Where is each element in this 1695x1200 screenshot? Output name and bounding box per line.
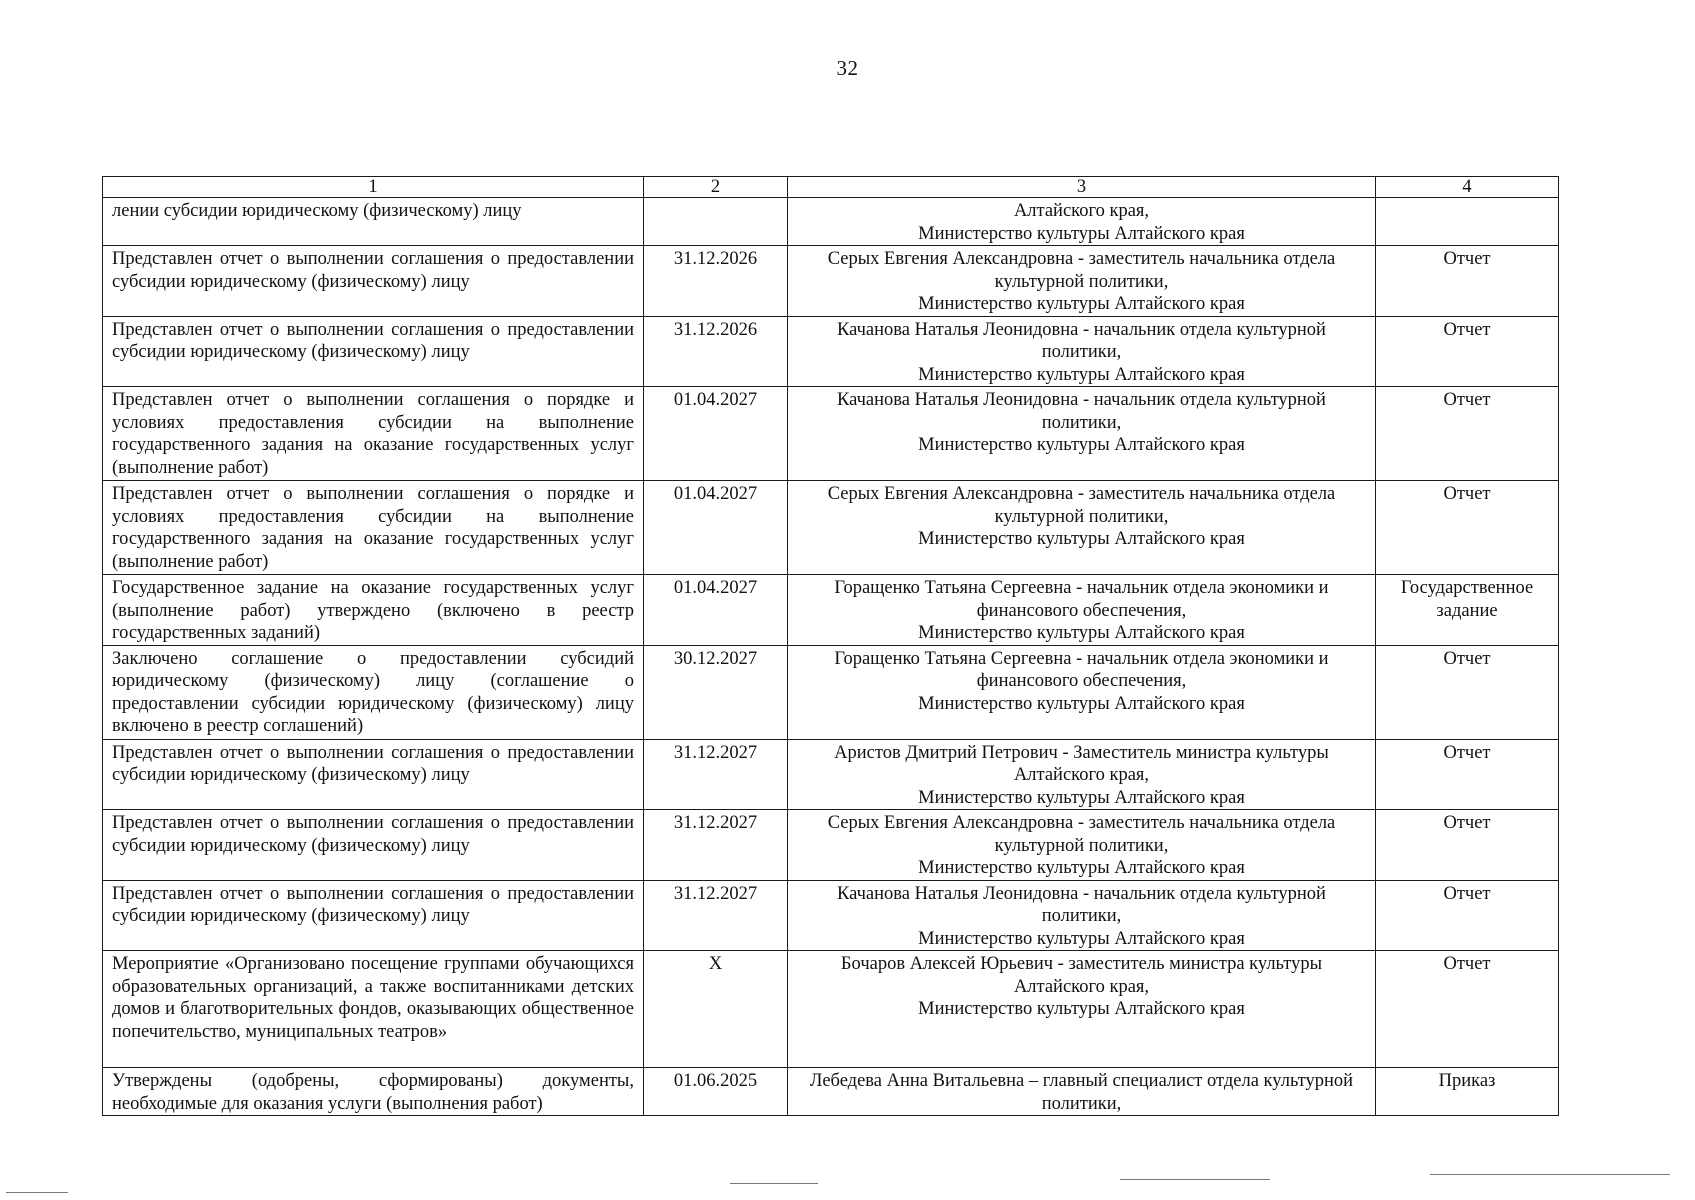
responsible-cell: Качанова Наталья Леонидовна - начальник отдела культурной политики, Министерство культуры Алтайского края — [788, 880, 1376, 951]
scan-artifact-line — [730, 1183, 818, 1184]
table-header-row — [103, 177, 1559, 198]
date-cell — [644, 198, 788, 246]
date-cell: 01.06.2025 — [644, 1068, 788, 1116]
responsible-cell: Серых Евгения Александровна - заместитель начальника отдела культурной политики, Министерство культуры Алтайского края — [788, 246, 1376, 317]
event-cell: Представлен отчет о выполнении соглашения о предоставлении субсидии юридическому (физическому) лицу — [103, 880, 644, 951]
event-cell: Представлен отчет о выполнении соглашения о предоставлении субсидии юридическому (физическому) лицу — [103, 316, 644, 387]
responsible-cell: Качанова Наталья Леонидовна - начальник отдела культурной политики, Министерство культуры Алтайского края — [788, 387, 1376, 481]
table-row — [103, 880, 1559, 951]
document-type-cell: Отчет — [1376, 316, 1559, 387]
event-cell: Представлен отчет о выполнении соглашения о предоставлении субсидии юридическому (физическому) лицу — [103, 246, 644, 317]
document-type-cell: Отчет — [1376, 810, 1559, 881]
date-cell: 01.04.2027 — [644, 387, 788, 481]
document-type-cell: Приказ — [1376, 1068, 1559, 1116]
event-cell: Представлен отчет о выполнении соглашения о порядке и условиях предоставления субсидии на выполнение государственного задания на оказание государственных услуг (выполнение работ) — [103, 481, 644, 575]
responsible-cell: Горащенко Татьяна Сергеевна - начальник отдела экономики и финансового обеспечения, Министерство культуры Алтайского края — [788, 645, 1376, 739]
page-number: 32 — [836, 56, 859, 80]
event-cell: Представлен отчет о выполнении соглашения о предоставлении субсидии юридическому (физическому) лицу — [103, 739, 644, 810]
responsible-cell: Качанова Наталья Леонидовна - начальник отдела культурной политики, Министерство культуры Алтайского края — [788, 316, 1376, 387]
column-header-1: 1 — [103, 177, 644, 198]
column-header-3: 3 — [788, 177, 1376, 198]
scan-artifact-line — [1120, 1179, 1270, 1180]
table-row — [103, 810, 1559, 881]
document-type-cell: Отчет — [1376, 951, 1559, 1068]
responsible-cell: Алтайского края, Министерство культуры Алтайского края — [788, 198, 1376, 246]
document-type-cell: Отчет — [1376, 880, 1559, 951]
date-cell: 31.12.2027 — [644, 810, 788, 881]
date-cell: 30.12.2027 — [644, 645, 788, 739]
responsible-cell: Бочаров Алексей Юрьевич - заместитель министра культуры Алтайского края, Министерство культуры Алтайского края — [788, 951, 1376, 1068]
table-row — [103, 739, 1559, 810]
scan-artifact-line — [6, 1192, 68, 1193]
document-type-cell: Отчет — [1376, 481, 1559, 575]
event-cell: лении субсидии юридическому (физическому) лицу — [103, 198, 644, 246]
table-row — [103, 316, 1559, 387]
event-cell: Представлен отчет о выполнении соглашения о порядке и условиях предоставления субсидии на выполнение государственного задания на оказание государственных услуг (выполнение работ) — [103, 387, 644, 481]
date-cell: X — [644, 951, 788, 1068]
document-type-cell: Отчет — [1376, 739, 1559, 810]
event-cell: Государственное задание на оказание государственных услуг (выполнение работ) утверждено (включено в реестр государственных заданий) — [103, 575, 644, 646]
event-cell: Представлен отчет о выполнении соглашения о предоставлении субсидии юридическому (физическому) лицу — [103, 810, 644, 881]
table-row — [103, 575, 1559, 646]
event-cell: Заключено соглашение о предоставлении субсидий юридическому (физическому) лицу (соглашение о предоставлении субсидии юридическому (физическому) лицу включено в реестр соглашений) — [103, 645, 644, 739]
table-row — [103, 645, 1559, 739]
event-cell: Мероприятие «Организовано посещение группами обучающихся образовательных организаций, а также воспитанниками детских домов и благотворительных фондов, оказывающих общественное попечительство, муниципальных театров» — [103, 951, 644, 1068]
document-type-cell: Отчет — [1376, 246, 1559, 317]
column-header-4: 4 — [1376, 177, 1559, 198]
document-type-cell: Отчет — [1376, 645, 1559, 739]
document-type-cell: Отчет — [1376, 387, 1559, 481]
date-cell: 31.12.2027 — [644, 739, 788, 810]
responsible-cell: Лебедева Анна Витальевна – главный специалист отдела культурной политики, — [788, 1068, 1376, 1116]
document-type-cell — [1376, 198, 1559, 246]
table-row — [103, 481, 1559, 575]
date-cell: 31.12.2026 — [644, 246, 788, 317]
responsible-cell: Горащенко Татьяна Сергеевна - начальник отдела экономики и финансового обеспечения, Министерство культуры Алтайского края — [788, 575, 1376, 646]
table-row — [103, 951, 1559, 1068]
table-row — [103, 387, 1559, 481]
responsible-cell: Серых Евгения Александровна - заместитель начальника отдела культурной политики, Министерство культуры Алтайского края — [788, 481, 1376, 575]
date-cell: 01.04.2027 — [644, 481, 788, 575]
scan-artifact-line — [1430, 1174, 1670, 1175]
column-header-2: 2 — [644, 177, 788, 198]
date-cell: 31.12.2026 — [644, 316, 788, 387]
responsible-cell: Аристов Дмитрий Петрович - Заместитель министра культуры Алтайского края, Министерство культуры Алтайского края — [788, 739, 1376, 810]
date-cell: 31.12.2027 — [644, 880, 788, 951]
date-cell: 01.04.2027 — [644, 575, 788, 646]
table-row — [103, 1068, 1559, 1116]
document-type-cell: Государственное задание — [1376, 575, 1559, 646]
table-row — [103, 246, 1559, 317]
responsible-cell: Серых Евгения Александровна - заместитель начальника отдела культурной политики, Министерство культуры Алтайского края — [788, 810, 1376, 881]
document-table — [102, 176, 1559, 1116]
table-row — [103, 198, 1559, 246]
event-cell: Утверждены (одобрены, сформированы) документы, необходимые для оказания услуги (выполнения работ) — [103, 1068, 644, 1116]
